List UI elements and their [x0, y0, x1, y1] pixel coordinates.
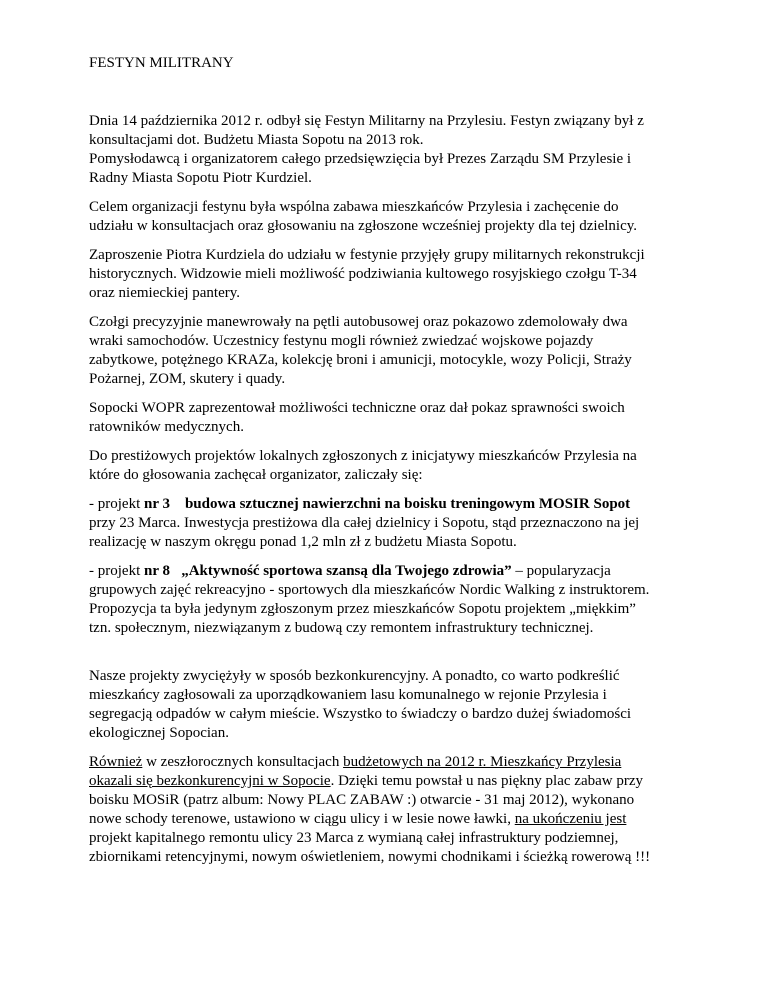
paragraph-projects-intro — [89, 447, 689, 485]
text-line: które do głosowania zachęcał organizator, zaliczały się: — [89, 467, 423, 483]
text-line: wraki samochodów. Uczestnicy festynu mogli również zwiedzać wojskowe pojazdy — [89, 333, 594, 349]
text-line: projekt kapitalnego remontu ulicy 23 Marca z wymianą całej infrastruktury podziemnej, — [89, 830, 619, 846]
underlined-text: budżetowych na 2012 r. Mieszkańcy Przylesia — [343, 754, 622, 770]
text-line — [89, 562, 689, 581]
document-title: FESTYN MILITRANY — [89, 55, 234, 71]
text-line: Propozycja ta była jedynym zgłoszonym przez mieszkańców Sopotu projektem „miękkim” — [89, 601, 636, 617]
text-fragment: nowe schody terenowe, ustawiono w ciągu ulicy i w lesie nowe ławki, — [89, 811, 515, 827]
text-line: grupowych zajęć rekreacyjno - sportowych dla mieszkańców Nordic Walking z instruktorem. — [89, 582, 650, 598]
project-title: „Aktywność sportowa szansą dla Twojego zdrowia” — [181, 563, 512, 579]
text-line: Do prestiżowych projektów lokalnych zgłoszonych z inicjatywy mieszkańców Przylesia na — [89, 448, 637, 464]
text-line — [89, 753, 689, 772]
text-line: tzn. społecznym, niezwiązanym z budową czy remontem infrastruktury technicznej. — [89, 620, 594, 636]
text-line — [89, 495, 689, 514]
text-line: Zaproszenie Piotra Kurdziela do udziału w festynie przyjęły grupy militarnych rekonstrukcji — [89, 247, 645, 263]
text-line — [89, 810, 689, 829]
text-line: zabytkowe, potężnego KRAZa, kolekcję broni i amunicji, motocykle, wozy Policji, Straży — [89, 352, 632, 368]
text-line: Nasze projekty zwyciężyły w sposób bezkonkurencyjny. A ponadto, co warto podkreślić — [89, 668, 620, 684]
text-line: Czołgi precyzyjnie manewrowały na pętli autobusowej oraz pokazowo zdemolowały dwa — [89, 314, 628, 330]
text-line — [89, 772, 689, 791]
document-page — [89, 54, 689, 877]
text-line: Celem organizacji festynu była wspólna zabawa mieszkańców Przylesia i zachęcenie do — [89, 199, 619, 215]
text-line: Radny Miasta Sopotu Piotr Kurdziel. — [89, 170, 312, 186]
paragraph-project-3 — [89, 495, 689, 552]
underlined-text: Również — [89, 754, 143, 770]
paragraph-goal — [89, 198, 689, 236]
paragraph-last-year — [89, 753, 689, 867]
paragraph-results — [89, 667, 689, 743]
text-line: Dnia 14 października 2012 r. odbył się Festyn Militarny na Przylesiu. Festyn związany był z — [89, 113, 644, 129]
text-line: segregacją odpadów w całym mieście. Wszystko to świadczy o bardzo dużej świadomości — [89, 706, 632, 722]
project-number: nr 3 — [143, 496, 170, 512]
text-line: Pomysłodawcą i organizatorem całego przedsięwzięcia był Prezes Zarządu SM Przylesie i — [89, 151, 632, 167]
paragraph-wopr — [89, 399, 689, 437]
text-fragment: . Dzięki temu powstał u nas piękny plac zabaw przy — [330, 773, 643, 789]
text-line: konsultacjami dot. Budżetu Miasta Sopotu na 2013 rok. — [89, 132, 424, 148]
text-line: przy 23 Marca. Inwestycja prestiżowa dla całej dzielnicy i Sopotu, stąd przeznaczono na jej — [89, 515, 640, 531]
project-description-start: – popularyzacja — [511, 563, 611, 579]
project-number: nr 8 — [143, 563, 170, 579]
text-line: boisku MOSiR (patrz album: Nowy PLAC ZABAW :) otwarcie - 31 maj 2012), wykonano — [89, 792, 635, 808]
underlined-text: na ukończeniu jest — [514, 811, 627, 827]
text-line: ekologicznej Sopocian. — [89, 725, 229, 741]
spacer — [89, 648, 689, 667]
text-line: Pożarnej, ZOM, skutery i quady. — [89, 371, 286, 387]
text-line: ratowników medycznych. — [89, 419, 244, 435]
paragraph-invitation — [89, 246, 689, 303]
project-prefix: - projekt — [89, 563, 144, 579]
paragraph-intro — [89, 112, 689, 188]
project-title: budowa sztucznej nawierzchni na boisku treningowym MOSIR Sopot — [184, 496, 631, 512]
text-line: Sopocki WOPR zaprezentował możliwości techniczne oraz dał pokaz sprawności swoich — [89, 400, 625, 416]
text-line: zbiornikami retencyjnymi, nowym oświetleniem, nowymi chodnikami i ścieżką rowerową !!! — [89, 849, 651, 865]
underlined-text: okazali się bezkonkurencyjni w Sopocie — [89, 773, 331, 789]
text-line: mieszkańcy zagłosowali za uporządkowaniem lasu komunalnego w rejonie Przylesia i — [89, 687, 607, 703]
paragraph-tanks — [89, 313, 689, 389]
text-line: oraz niemieckiej pantery. — [89, 285, 241, 301]
paragraph-project-8 — [89, 562, 689, 638]
project-prefix: - projekt — [89, 496, 144, 512]
text-fragment: w zeszłorocznych konsultacjach — [142, 754, 344, 770]
text-line: udziału w konsultacjach oraz głosowaniu na zgłoszone wcześniej projekty dla tej dzielnicy. — [89, 218, 638, 234]
text-line: realizację w naszym okręgu ponad 1,2 mln zł z budżetu Miasta Sopotu. — [89, 534, 517, 550]
text-line: historycznych. Widzowie mieli możliwość podziwiania kultowego rosyjskiego czołgu T-34 — [89, 266, 637, 282]
